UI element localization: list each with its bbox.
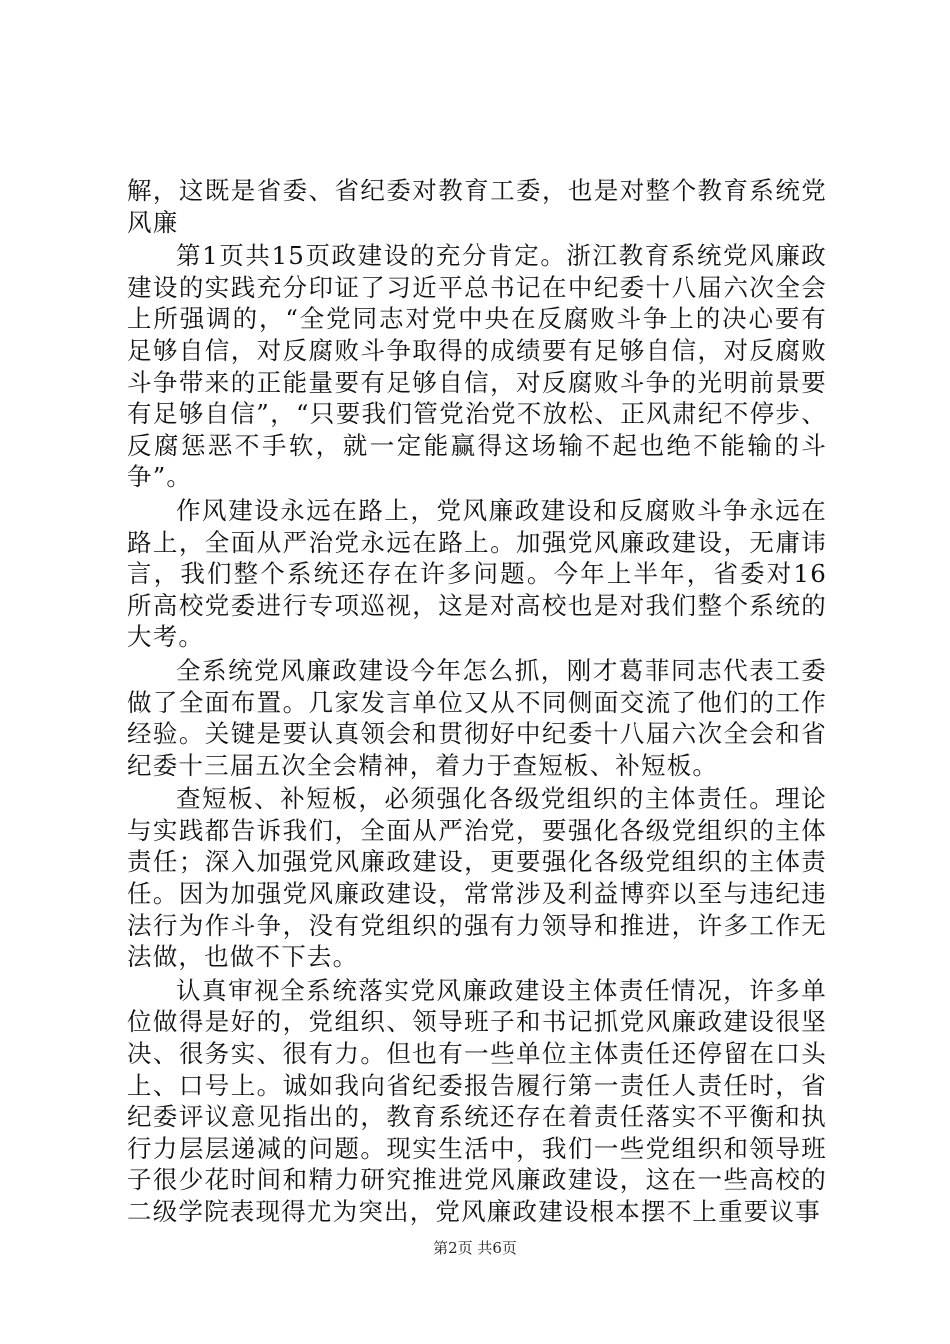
paragraph-1: 解，这既是省委、省纪委对教育工委，也是对整个教育系统党风廉 [127,176,827,237]
paragraph-2: 第1页共15页政建设的充分肯定。浙江教育系统党风廉政建设的实践充分印证了习近平总书记在中纪委十八届六次全会上所强调的，“全党同志对党中央在反腐败斗争上的决心要有足够自信，对反腐败斗争取得的成绩要有足够自信，对反腐败斗争带来的正能量要有足够自信，对反腐败斗争的光明前景要有足够自信”，“只要我们管党治党不放松、正风肃纪不停步、反腐惩恶不手软，就一定能赢得这场输不起也绝不能输的斗争”。 [127,241,827,492]
paragraph-6: 认真审视全系统落实党风廉政建设主体责任情况，许多单位做得是好的，党组织、领导班子和书记抓党风廉政建设很坚决、很务实、很有力。但也有一些单位主体责任还停留在口头上、口号上。诚如我向省纪委报告履行第一责任人责任时，省纪委评议意见指出的，教育系统还存在着责任落实不平衡和执行力层层递减的问题。现实生活中，我们一些党组织和领导班子很少花时间和精力研究推进党风廉政建设，这在一些高校的二级学院表现得尤为突出，党风廉政建设根本摆不上重要议事 [127,975,827,1226]
page-footer: 第2页 共6页 [433,1239,517,1257]
document-body [127,175,827,1228]
paragraph-5: 查短板、补短板，必须强化各级党组织的主体责任。理论与实践都告诉我们，全面从严治党，要强化各级党组织的主体责任；深入加强党风廉政建设，更要强化各级党组织的主体责任。因为加强党风廉政建设，常常涉及利益博弈以至与违纪违法行为作斗争，没有党组织的强有力领导和推进，许多工作无法做，也做不下去。 [127,784,827,972]
paragraph-3: 作风建设永远在路上，党风廉政建设和反腐败斗争永远在路上，全面从严治党永远在路上。加强党风廉政建设，无庸讳言，我们整个系统还存在许多问题。今年上半年，省委对16所高校党委进行专项巡视，这是对高校也是对我们整个系统的大考。 [127,495,827,652]
paragraph-4: 全系统党风廉政建设今年怎么抓，刚才葛菲同志代表工委做了全面布置。几家发言单位又从不同侧面交流了他们的工作经验。关键是要认真领会和贯彻好中纪委十八届六次全会和省纪委十三届五次全会精神，着力于查短板、补短板。 [127,655,827,780]
